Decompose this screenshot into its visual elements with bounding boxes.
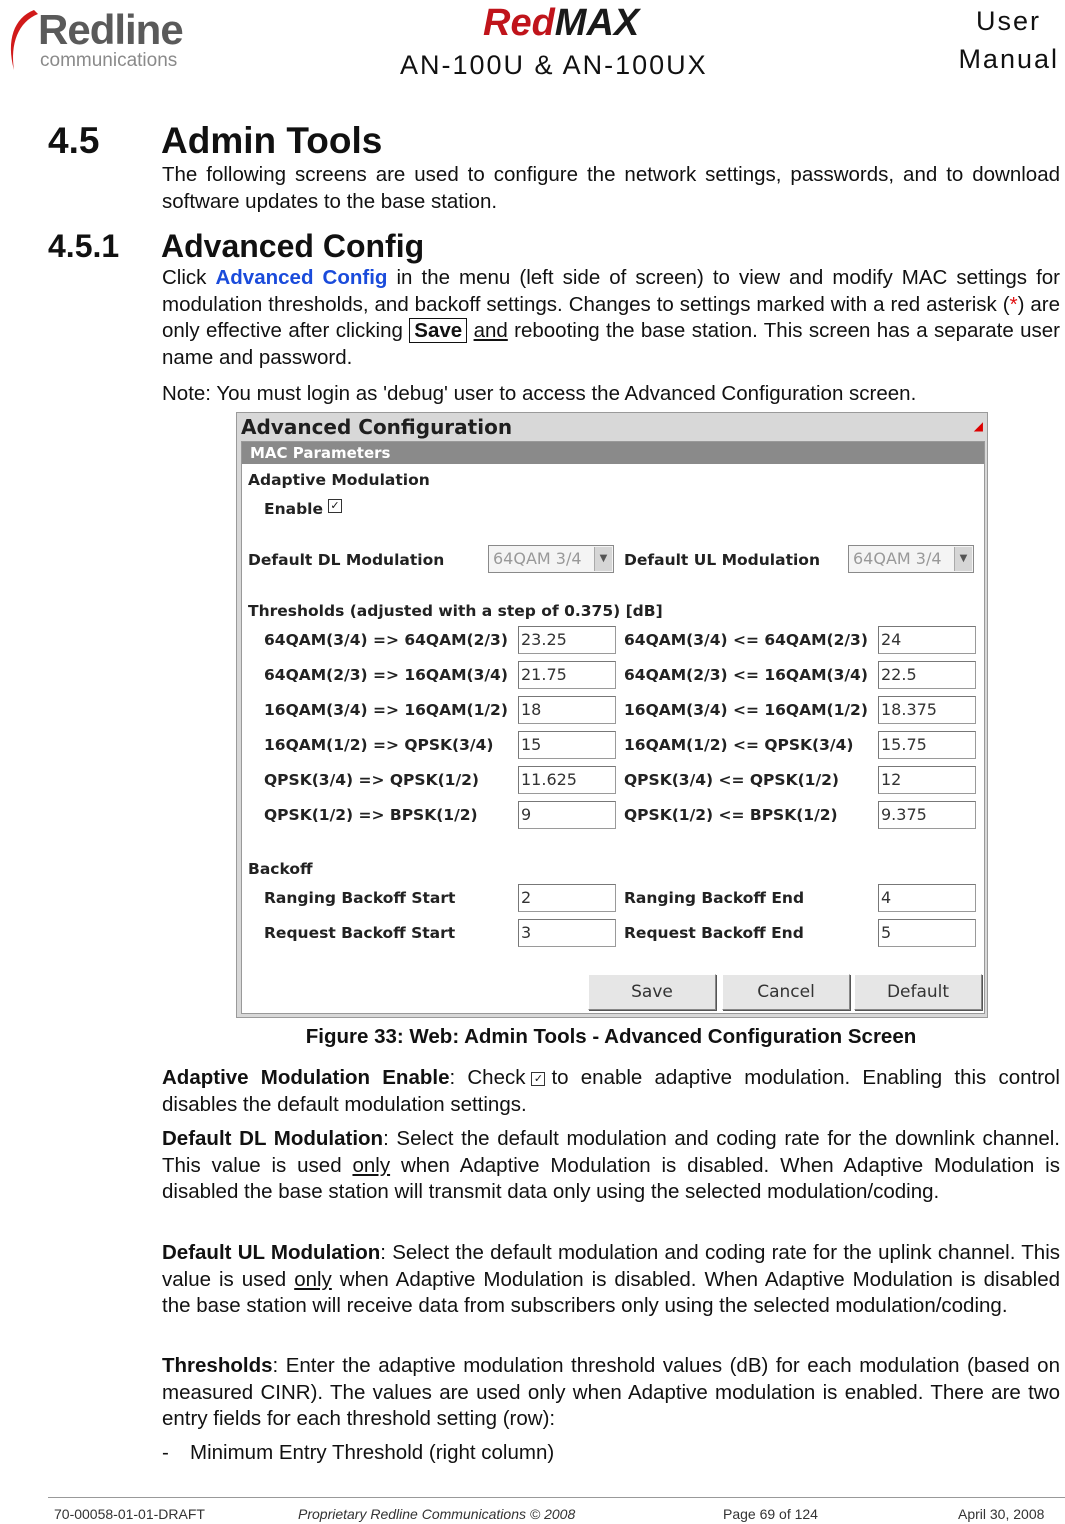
- redline-logo: [4, 4, 214, 74]
- desc-default-ul: [162, 1240, 1060, 1320]
- threshold-right-label: QPSK(3/4) <= QPSK(1/2): [624, 771, 839, 789]
- ul-modulation-select[interactable]: [848, 545, 974, 573]
- brand-red: Red: [483, 2, 555, 44]
- backoff-heading: Backoff: [248, 860, 313, 878]
- thresholds-heading: Thresholds (adjusted with a step of 0.375) [dB]: [248, 602, 663, 620]
- footer-page: Page 69 of 124: [723, 1506, 818, 1522]
- p1-text-c: ) are only effective after clicking: [162, 292, 1061, 342]
- enable-checkbox[interactable]: ✓: [328, 499, 342, 513]
- section-intro: The following screens are used to configure the network settings, passwords, and to download software updates to the base station.: [162, 163, 1060, 213]
- and-keyword: and: [473, 319, 508, 342]
- bullet-dash: -: [162, 1441, 169, 1464]
- desc-am-a: : Check: [449, 1066, 526, 1089]
- threshold-right-input[interactable]: 9.375: [878, 801, 976, 829]
- footer-doc-id: 70-00058-01-01-DRAFT: [54, 1506, 205, 1522]
- request-start-input[interactable]: 3: [518, 919, 616, 947]
- logo-sub: communications: [40, 50, 178, 71]
- ranging-end-input[interactable]: 4: [878, 884, 976, 912]
- desc-ul-only: only: [294, 1267, 332, 1291]
- logo-name: Redline: [38, 6, 183, 53]
- threshold-right-label: 16QAM(3/4) <= 16QAM(1/2): [624, 701, 868, 719]
- desc-dl-only: only: [352, 1153, 391, 1177]
- threshold-left-input[interactable]: 11.625: [518, 766, 616, 794]
- chevron-down-icon: ▼: [954, 547, 972, 571]
- threshold-right-label: 64QAM(3/4) <= 64QAM(2/3): [624, 631, 868, 649]
- ul-label: Default UL Modulation: [624, 551, 820, 569]
- model-name: AN-100U & AN-100UX: [400, 50, 708, 80]
- checkbox-icon: ✓: [531, 1072, 545, 1086]
- redmax-brand: [483, 2, 683, 42]
- debug-note: Note: You must login as 'debug' user to access the Advanced Configuration screen.: [162, 382, 917, 405]
- advanced-configuration-screenshot: [236, 412, 988, 1018]
- chevron-down-icon: ▼: [594, 547, 612, 571]
- threshold-left-input[interactable]: 23.25: [518, 626, 616, 654]
- desc-thresholds: [162, 1353, 1060, 1433]
- brand-max: MAX: [554, 2, 640, 44]
- threshold-left-label: 16QAM(1/2) => QPSK(3/4): [264, 736, 494, 754]
- threshold-left-label: 64QAM(3/4) => 64QAM(2/3): [264, 631, 508, 649]
- ranging-start-label: Ranging Backoff Start: [264, 889, 456, 907]
- subsection-heading: [48, 228, 424, 265]
- screen-title: Advanced Configuration: [241, 415, 513, 439]
- threshold-left-label: QPSK(3/4) => QPSK(1/2): [264, 771, 479, 789]
- subsection-title: Advanced Config: [161, 228, 425, 264]
- section-number: 4.5: [48, 120, 100, 161]
- threshold-right-label: QPSK(1/2) <= BPSK(1/2): [624, 806, 838, 824]
- section-title: Admin Tools: [161, 120, 383, 161]
- ranging-end-label: Ranging Backoff End: [624, 889, 805, 907]
- desc-th-bold: Thresholds: [162, 1354, 273, 1377]
- threshold-right-input[interactable]: 22.5: [878, 661, 976, 689]
- mac-parameters-panel: [241, 441, 985, 1014]
- desc-dl-bold: Default DL Modulation: [162, 1127, 384, 1150]
- footer-date: April 30, 2008: [958, 1506, 1045, 1522]
- threshold-right-input[interactable]: 18.375: [878, 696, 976, 724]
- threshold-left-label: 64QAM(2/3) => 16QAM(3/4): [264, 666, 508, 684]
- desc-adaptive-modulation: [162, 1065, 1060, 1118]
- subsection-number: 4.5.1: [48, 228, 120, 264]
- enable-label: Enable: [264, 500, 324, 518]
- advanced-config-link: Advanced Config: [215, 266, 388, 289]
- ranging-start-input[interactable]: 2: [518, 884, 616, 912]
- ul-value: 64QAM 3/4: [853, 549, 942, 568]
- threshold-left-input[interactable]: 9: [518, 801, 616, 829]
- desc-am-bold: Adaptive Modulation Enable: [162, 1066, 450, 1089]
- save-keyword: Save: [409, 318, 467, 343]
- request-start-label: Request Backoff Start: [264, 924, 456, 942]
- advanced-config-paragraph: [162, 265, 1060, 371]
- desc-dl-b: when Adaptive Modulation is disabled. When Adaptive Modulation is disabled the base station will transmit data only using the selected modulation/coding.: [162, 1153, 1060, 1203]
- default-button[interactable]: Default: [854, 974, 982, 1010]
- dl-label: Default DL Modulation: [248, 551, 445, 569]
- desc-dl-a: : Select the default modulation and coding rate for the downlink channel. This value is used: [162, 1127, 1060, 1177]
- desc-th-a: : Enter the adaptive modulation threshold values (dB) for each modulation (based on measured CINR). The values are used only when Adaptive modulation is enabled. There are two entry fields for each threshold setting (row):: [162, 1354, 1060, 1430]
- close-icon: ◢: [973, 419, 983, 433]
- p1-text-d: rebooting the base station. This screen has a separate user name and password.: [162, 319, 1060, 369]
- desc-am-b: to enable adaptive modulation. Enabling this control disables the default modulation settings.: [162, 1066, 1060, 1116]
- threshold-left-label: 16QAM(3/4) => 16QAM(1/2): [264, 701, 508, 719]
- threshold-right-input[interactable]: 15.75: [878, 731, 976, 759]
- dl-modulation-select[interactable]: [488, 545, 614, 573]
- desc-default-dl: [162, 1126, 1060, 1206]
- threshold-left-input[interactable]: 15: [518, 731, 616, 759]
- desc-ul-a: : Select the default modulation and coding rate for the uplink channel. This value is used: [162, 1241, 1061, 1291]
- threshold-right-label: 16QAM(1/2) <= QPSK(3/4): [624, 736, 854, 754]
- mac-parameters-bar: MAC Parameters: [242, 442, 984, 464]
- threshold-left-input[interactable]: 18: [518, 696, 616, 724]
- desc-ul-bold: Default UL Modulation: [162, 1241, 381, 1264]
- doc-type-manual: Manual: [958, 44, 1059, 74]
- threshold-left-input[interactable]: 21.75: [518, 661, 616, 689]
- save-button[interactable]: Save: [588, 974, 716, 1010]
- p1-text-b: in the menu (left side of screen) to view and modify MAC settings for modulation thresholds, and backoff settings. Changes to settings marked with a red asterisk (: [162, 266, 1060, 316]
- footer-divider: [48, 1497, 1065, 1498]
- threshold-left-label: QPSK(1/2) => BPSK(1/2): [264, 806, 478, 824]
- dl-value: 64QAM 3/4: [493, 549, 582, 568]
- cancel-button[interactable]: Cancel: [722, 974, 850, 1010]
- request-end-label: Request Backoff End: [624, 924, 804, 942]
- footer-proprietary: Proprietary Redline Communications © 2008: [298, 1506, 576, 1522]
- figure-caption: Figure 33: Web: Admin Tools - Advanced Configuration Screen: [305, 1025, 917, 1048]
- desc-ul-b: when Adaptive Modulation is disabled. When Adaptive Modulation is disabled the base station will receive data from subscribers only using the selected modulation/coding.: [162, 1267, 1060, 1317]
- bullet-text: Minimum Entry Threshold (right column): [190, 1441, 555, 1464]
- page-header: [0, 0, 1065, 92]
- red-asterisk: *: [1009, 292, 1018, 316]
- threshold-right-label: 64QAM(2/3) <= 16QAM(3/4): [624, 666, 868, 684]
- bullet-item: [162, 1440, 1060, 1467]
- request-end-input[interactable]: 5: [878, 919, 976, 947]
- doc-type-user: User: [975, 6, 1041, 36]
- threshold-right-input[interactable]: 12: [878, 766, 976, 794]
- p1-text-a: Click: [162, 266, 207, 289]
- threshold-right-input[interactable]: 24: [878, 626, 976, 654]
- adaptive-heading: Adaptive Modulation: [248, 471, 430, 489]
- section-heading: [48, 120, 382, 162]
